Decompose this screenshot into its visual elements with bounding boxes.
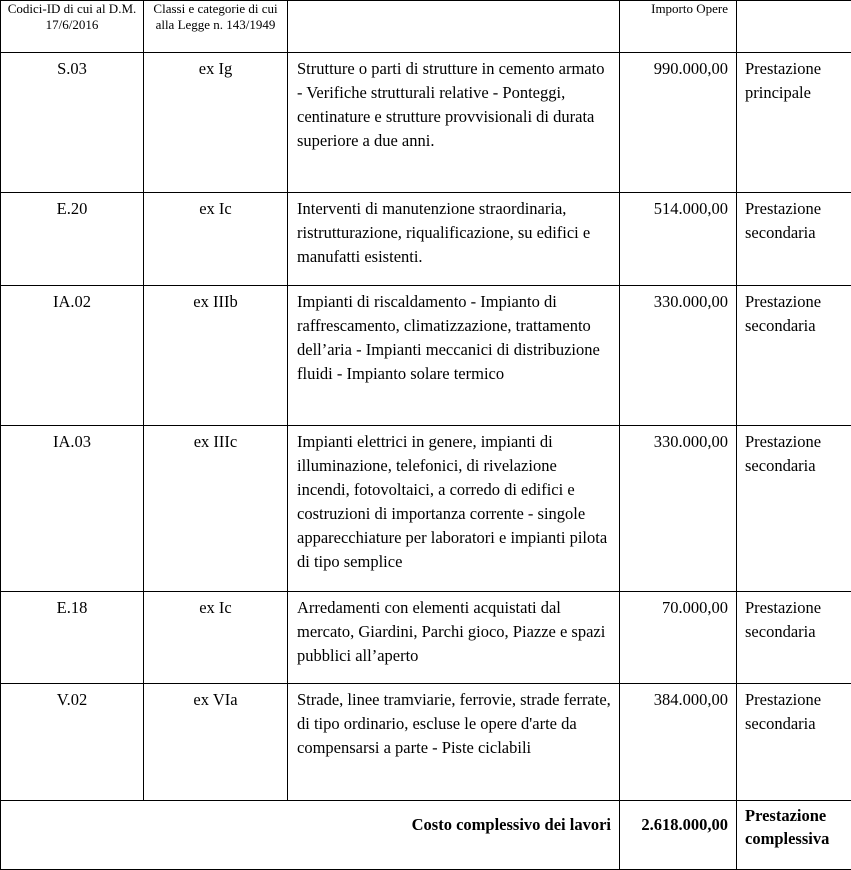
row-role: Prestazione secondaria (737, 426, 851, 592)
table-row (1, 53, 851, 193)
row-description: Strade, linee tramviarie, ferrovie, strade ferrate, di tipo ordinario, escluse le opere d'arte da compensarsi a parte - Piste ciclabili (288, 684, 620, 801)
row-code: V.02 (1, 684, 144, 801)
row-amount: 330.000,00 (620, 426, 737, 592)
row-role: Prestazione principale (737, 53, 851, 193)
row-class: ex Ic (144, 193, 288, 286)
header-description (288, 1, 620, 53)
row-class: ex VIa (144, 684, 288, 801)
row-class: ex IIIc (144, 426, 288, 592)
row-code: IA.02 (1, 286, 144, 426)
row-description: Arredamenti con elementi acquistati dal mercato, Giardini, Parchi gioco, Piazze e spazi pubblici all’aperto (288, 592, 620, 684)
header-row (1, 1, 851, 53)
table-row (1, 592, 851, 684)
row-description: Impianti di riscaldamento - Impianto di raffrescamento, climatizzazione, trattamento dell’aria - Impianti meccanici di distribuzione fluidi - Impianto solare termico (288, 286, 620, 426)
total-row (1, 801, 851, 870)
row-code: E.20 (1, 193, 144, 286)
table-row (1, 426, 851, 592)
row-role: Prestazione secondaria (737, 684, 851, 801)
header-amount: Importo Opere (620, 1, 737, 53)
row-amount: 990.000,00 (620, 53, 737, 193)
row-role: Prestazione secondaria (737, 193, 851, 286)
row-description: Interventi di manutenzione straordinaria, ristrutturazione, riqualificazione, su edifici e manufatti esistenti. (288, 193, 620, 286)
header-class: Classi e categorie di cui alla Legge n. 143/1949 (144, 1, 288, 53)
row-amount: 514.000,00 (620, 193, 737, 286)
row-class: ex IIIb (144, 286, 288, 426)
row-role: Prestazione secondaria (737, 286, 851, 426)
total-amount: 2.618.000,00 (620, 801, 737, 870)
header-role (737, 1, 851, 53)
row-description: Impianti elettrici in genere, impianti di illuminazione, telefonici, di rivelazione incendi, fotovoltaici, a corredo di edifici e costruzioni di importanza corrente - singole apparecchiature per laboratori e impianti pilota di tipo semplice (288, 426, 620, 592)
row-amount: 384.000,00 (620, 684, 737, 801)
row-class: ex Ic (144, 592, 288, 684)
table-row (1, 684, 851, 801)
table-row (1, 193, 851, 286)
row-code: E.18 (1, 592, 144, 684)
row-amount: 70.000,00 (620, 592, 737, 684)
table-row (1, 286, 851, 426)
row-description: Strutture o parti di strutture in cemento armato - Verifiche strutturali relative - Ponteggi, centinature e strutture provvisionali di durata superiore a due anni. (288, 53, 620, 193)
row-amount: 330.000,00 (620, 286, 737, 426)
total-label: Costo complessivo dei lavori (1, 801, 620, 870)
row-code: IA.03 (1, 426, 144, 592)
header-code: Codici-ID di cui al D.M. 17/6/2016 (1, 1, 144, 53)
total-role: Prestazione complessiva (737, 801, 851, 870)
row-role: Prestazione secondaria (737, 592, 851, 684)
row-class: ex Ig (144, 53, 288, 193)
row-code: S.03 (1, 53, 144, 193)
